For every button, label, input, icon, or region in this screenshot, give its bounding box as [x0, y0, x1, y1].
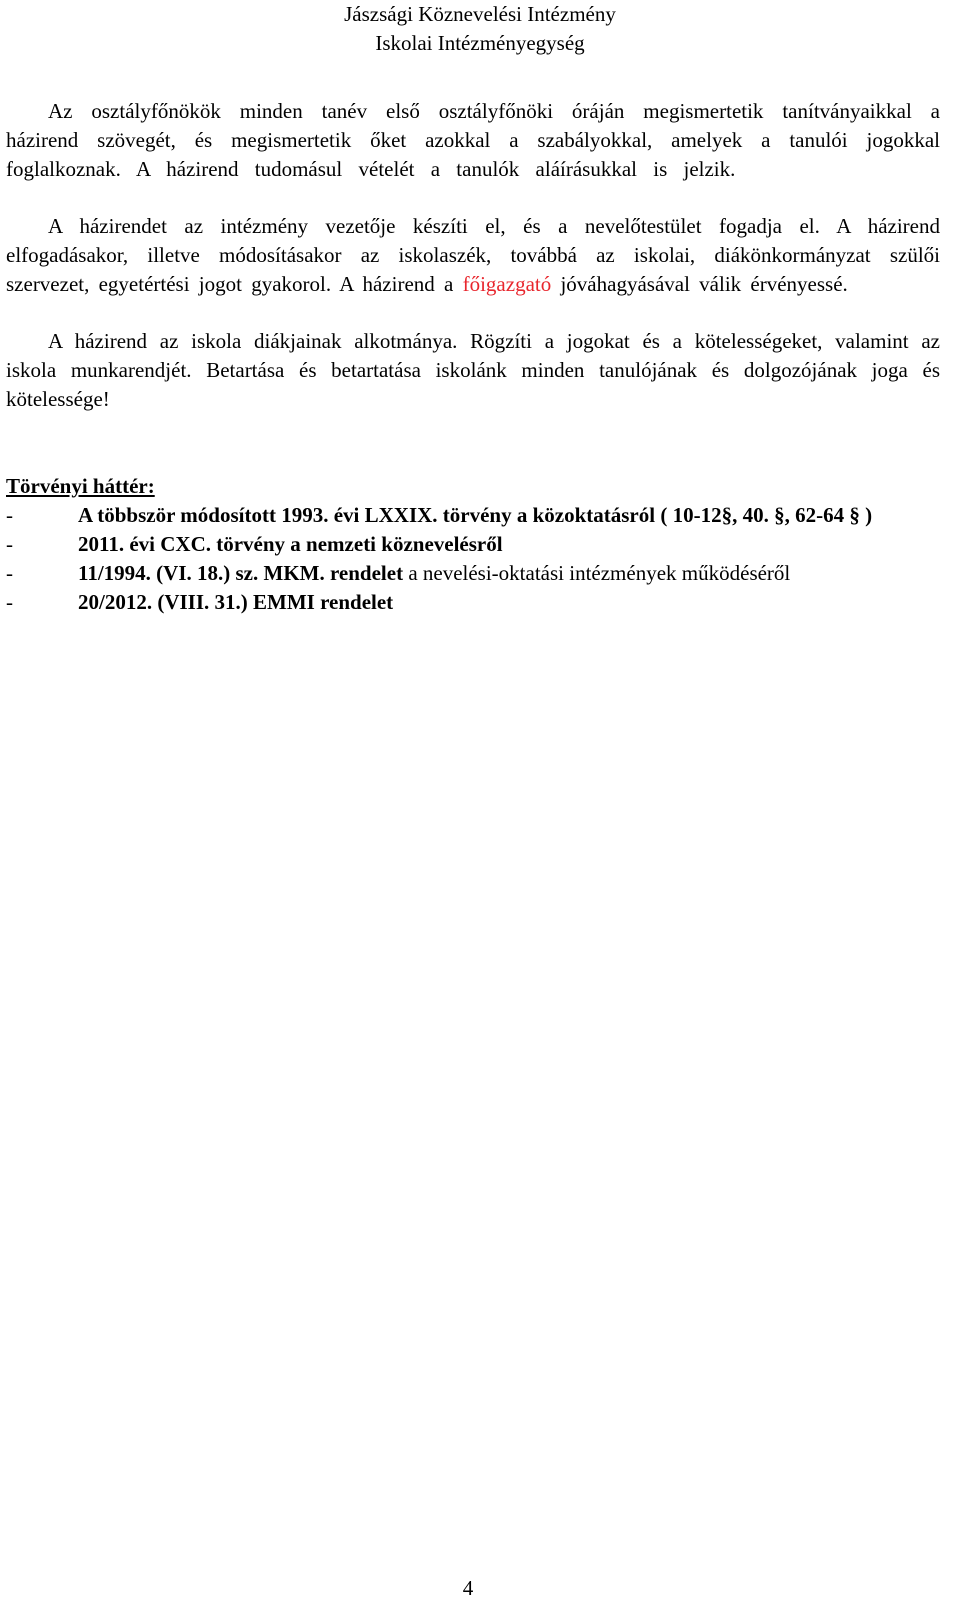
list-item: - 20/2012. (VIII. 31.) EMMI rendelet: [6, 588, 940, 617]
list-dash: -: [6, 532, 13, 556]
document-body: [6, 97, 940, 617]
institution-name: Jászsági Köznevelési Intézmény: [344, 2, 616, 26]
list-item: - 11/1994. (VI. 18.) sz. MKM. rendelet a nevelési-oktatási intézmények működéséről: [6, 559, 940, 588]
paragraph-homeroom-teachers: Az osztályfőnökök minden tanév első osztályfőnöki óráján megismertetik tanítványaikkal a házirend szövegét, és megismertetik őket azokkal a szabályokkal, amelyek a tanulói jogokkal foglalkoznak. A házirend tudomásul vételét a tanulók aláírásukkal is jelzik.: [6, 99, 940, 181]
paragraph-constitution: A házirend az iskola diákjainak alkotmánya. Rögzíti a jogokat és a kötelességeket, valamint az iskola munkarendjét. Betartása és betartatása iskolánk minden tanulójának és dolgozójának joga és kötelessége!: [6, 329, 940, 411]
list-item: - A többször módosított 1993. évi LXXIX. törvény a közoktatásról ( 10-12§, 40. §, 62-64 § ): [6, 501, 940, 530]
list-dash: -: [6, 503, 13, 527]
legal-background-list: [6, 501, 940, 617]
legal-background-title: Törvényi háttér:: [6, 474, 155, 498]
list-dash: -: [6, 561, 13, 585]
document-header: [0, 0, 960, 58]
highlighted-principal-word: főigazgató: [462, 272, 552, 296]
list-dash: -: [6, 590, 13, 614]
paragraph-adoption: A házirendet az intézmény vezetője készíti el, és a nevelőtestület fogadja el. A házirend elfogadásakor, illetve módosításakor az iskolaszék, továbbá az iskolai, diákönkormányzat szülői szervezet, egyetértési jogot gyakorol. A házirend a főigazgató jóváhagyásával válik érvényessé.: [6, 214, 940, 296]
institution-unit: Iskolai Intézményegység: [375, 31, 585, 55]
page-number: 4: [462, 1576, 474, 1600]
list-item: - 2011. évi CXC. törvény a nemzeti köznevelésről: [6, 530, 940, 559]
